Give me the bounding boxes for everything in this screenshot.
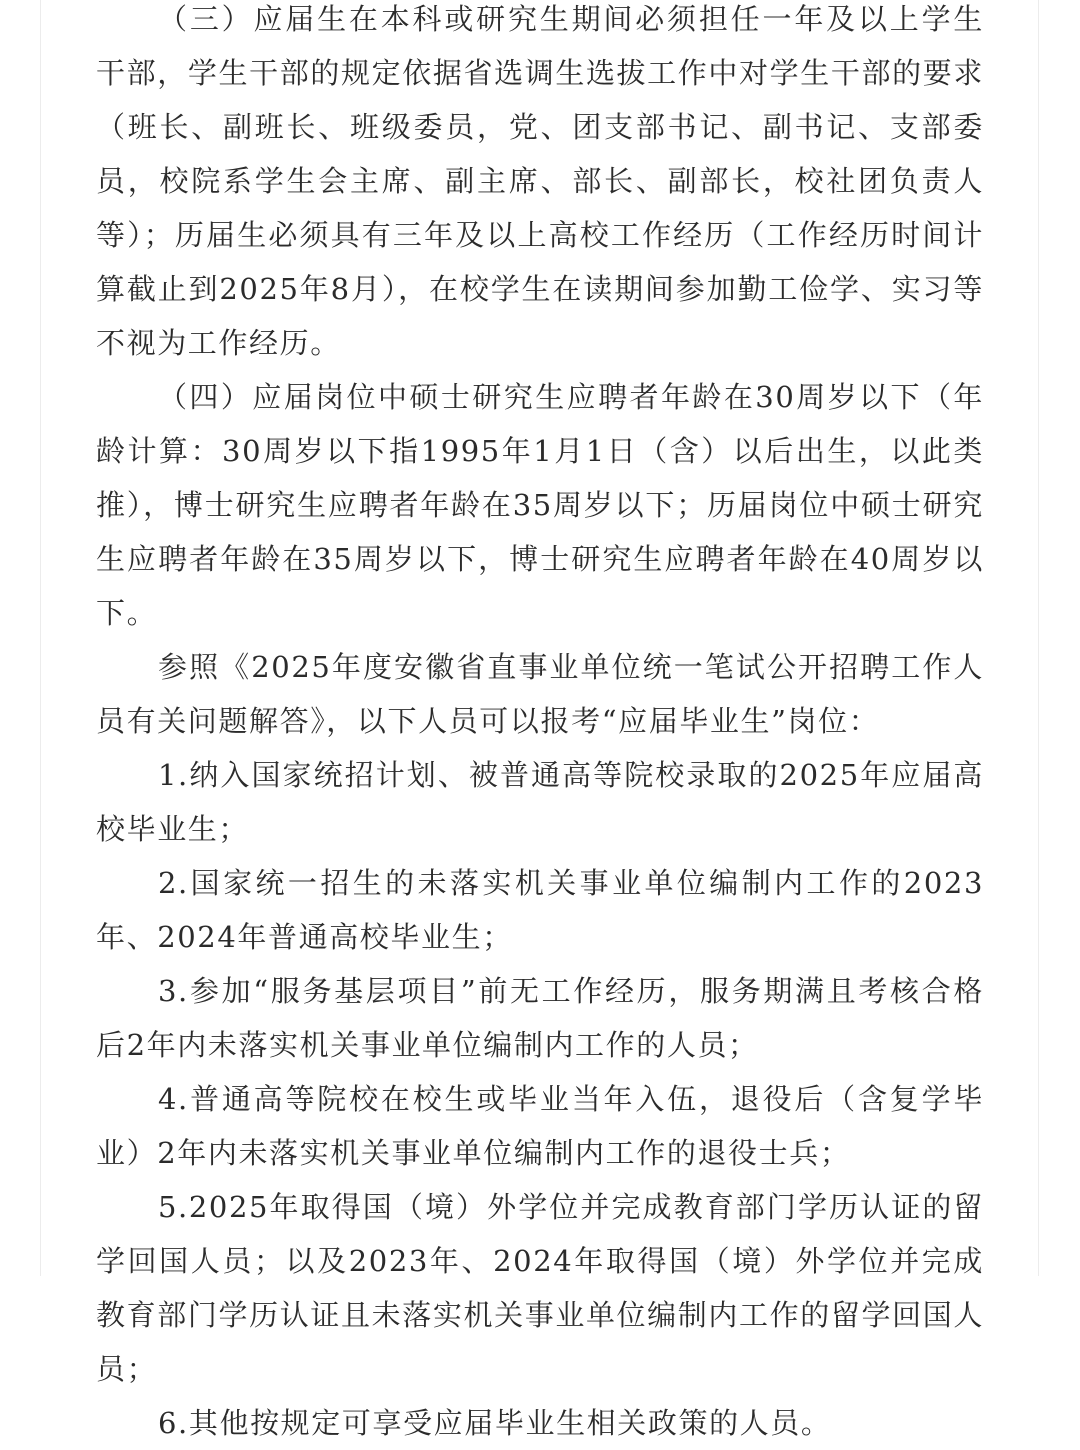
list-item-6: 6.其他按规定可享受应届毕业生相关政策的人员。: [158, 1406, 832, 1440]
list-item-5: 5.2025年取得国（境）外学位并完成教育部门学历认证的留学回国人员；以及2023年、2024年取得国（境）外学位并完成教育部门学历认证且未落实机关事业单位编制内工作的留学回国人员；: [96, 1190, 984, 1386]
document-body: [96, 0, 984, 1450]
page-right-border: [1038, 0, 1039, 1276]
page-left-border: [40, 0, 41, 1276]
list-item-1: 1.纳入国家统招计划、被普通高等院校录取的2025年应届高校毕业生；: [96, 758, 984, 846]
list-item-4: 4.普通高等院校在校生或毕业当年入伍，退役后（含复学毕业）2年内未落实机关事业单位编制内工作的退役士兵；: [96, 1082, 984, 1170]
list-item-2: 2.国家统一招生的未落实机关事业单位编制内工作的2023年、2024年普通高校毕业生；: [96, 866, 984, 954]
list-item-3: 3.参加“服务基层项目”前无工作经历，服务期满且考核合格后2年内未落实机关事业单位编制内工作的人员；: [96, 974, 984, 1062]
paragraph-student-cadre-requirement: （三）应届生在本科或研究生期间必须担任一年及以上学生干部，学生干部的规定依据省选调生选拔工作中对学生干部的要求（班长、副班长、班级委员，党、团支部书记、副书记、支部委员，校院系学生会主席、副主席、部长、副部长，校社团负责人等）；历届生必须具有三年及以上高校工作经历（工作经历时间计算截止到2025年8月），在校学生在读期间参加勤工俭学、实习等不视为工作经历。: [96, 2, 984, 360]
paragraph-age-requirement: （四）应届岗位中硕士研究生应聘者年龄在30周岁以下（年龄计算：30周岁以下指1995年1月1日（含）以后出生，以此类推），博士研究生应聘者年龄在35周岁以下；历届岗位中硕士研究生应聘者年龄在35周岁以下，博士研究生应聘者年龄在40周岁以下。: [96, 380, 984, 630]
paragraph-reference-intro: 参照《2025年度安徽省直事业单位统一笔试公开招聘工作人员有关问题解答》，以下人员可以报考“应届毕业生”岗位：: [96, 650, 984, 738]
